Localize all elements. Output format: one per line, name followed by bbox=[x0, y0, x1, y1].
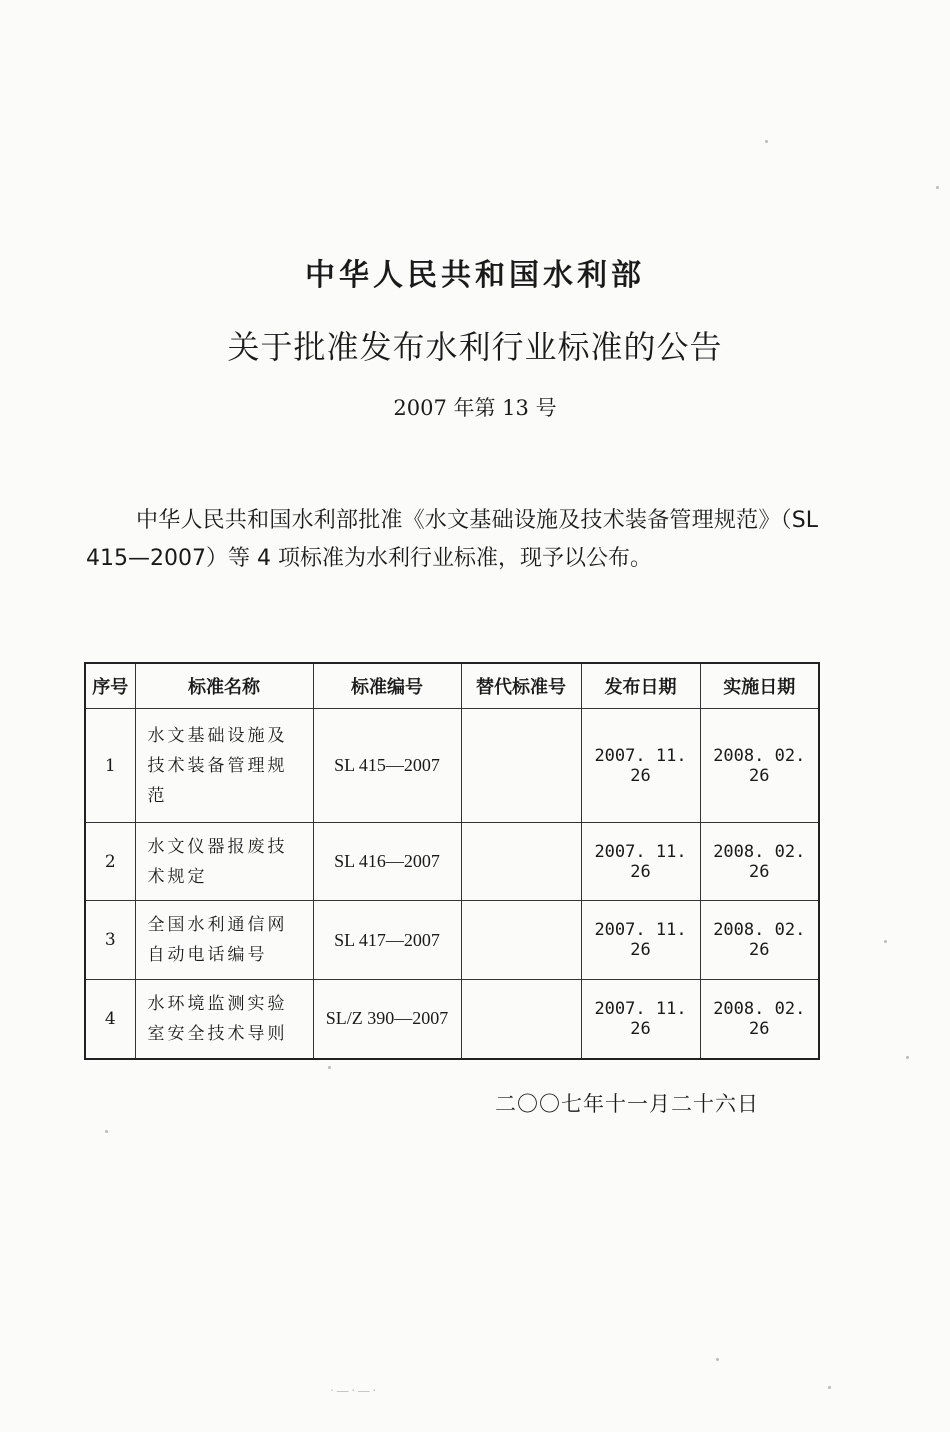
scan-speck bbox=[936, 186, 939, 189]
table-row bbox=[85, 980, 819, 1059]
cell-code: SL/Z 390—2007 bbox=[313, 980, 461, 1059]
cell-replaces bbox=[461, 901, 581, 980]
header-name: 标准名称 bbox=[135, 663, 313, 709]
table-row bbox=[85, 901, 819, 980]
scan-speck bbox=[105, 1130, 108, 1133]
cell-replaces bbox=[461, 980, 581, 1059]
scan-speck bbox=[906, 1056, 909, 1059]
cell-name: 水环境监测实验室安全技术导则 bbox=[135, 980, 313, 1059]
scan-speck bbox=[828, 1386, 831, 1389]
cell-no: 3 bbox=[85, 901, 135, 980]
scan-speck bbox=[716, 1358, 719, 1361]
cell-effective: 2008. 02. 26 bbox=[700, 980, 819, 1059]
cell-effective: 2008. 02. 26 bbox=[700, 901, 819, 980]
cell-name: 水文基础设施及技术装备管理规范 bbox=[135, 709, 313, 823]
cell-no: 4 bbox=[85, 980, 135, 1059]
cell-code: SL 416—2007 bbox=[313, 823, 461, 901]
scan-speck bbox=[884, 940, 887, 943]
standards-table bbox=[84, 662, 820, 1060]
header-replaces: 替代标准号 bbox=[461, 663, 581, 709]
title-line-1: 中华人民共和国水利部 bbox=[305, 258, 645, 293]
table-row bbox=[85, 709, 819, 823]
cell-replaces bbox=[461, 709, 581, 823]
signature-date: 二〇〇七年十一月二十六日 bbox=[495, 1092, 759, 1116]
cell-issued: 2007. 11. 26 bbox=[581, 709, 700, 823]
header-code: 标准编号 bbox=[313, 663, 461, 709]
cell-name: 水文仪器报废技术规定 bbox=[135, 823, 313, 901]
cell-no: 1 bbox=[85, 709, 135, 823]
cell-code: SL 417—2007 bbox=[313, 901, 461, 980]
cell-effective: 2008. 02. 26 bbox=[700, 823, 819, 901]
cell-issued: 2007. 11. 26 bbox=[581, 823, 700, 901]
scan-speck bbox=[765, 140, 768, 143]
announcement-paragraph: 中华人民共和国水利部批准《水文基础设施及技术装备管理规范》（SL 415—2007）等 4 项标准为水利行业标准，现予以公布。 bbox=[86, 508, 818, 571]
scan-speck bbox=[328, 1066, 331, 1069]
header-issued: 发布日期 bbox=[581, 663, 700, 709]
cell-issued: 2007. 11. 26 bbox=[581, 980, 700, 1059]
cell-replaces bbox=[461, 823, 581, 901]
cell-code: SL 415—2007 bbox=[313, 709, 461, 823]
header-no: 序号 bbox=[85, 663, 135, 709]
header-effective: 实施日期 bbox=[700, 663, 819, 709]
cell-effective: 2008. 02. 26 bbox=[700, 709, 819, 823]
cell-issued: 2007. 11. 26 bbox=[581, 901, 700, 980]
title-line-2: 关于批准发布水利行业标准的公告 bbox=[227, 328, 723, 366]
cell-no: 2 bbox=[85, 823, 135, 901]
table-header-row bbox=[85, 663, 819, 709]
document-number: 2007 年第 13 号 bbox=[393, 396, 557, 420]
table-row bbox=[85, 823, 819, 901]
cell-name: 全国水利通信网自动电话编号 bbox=[135, 901, 313, 980]
footer-scan-mark: ·—·—· bbox=[330, 1384, 379, 1399]
